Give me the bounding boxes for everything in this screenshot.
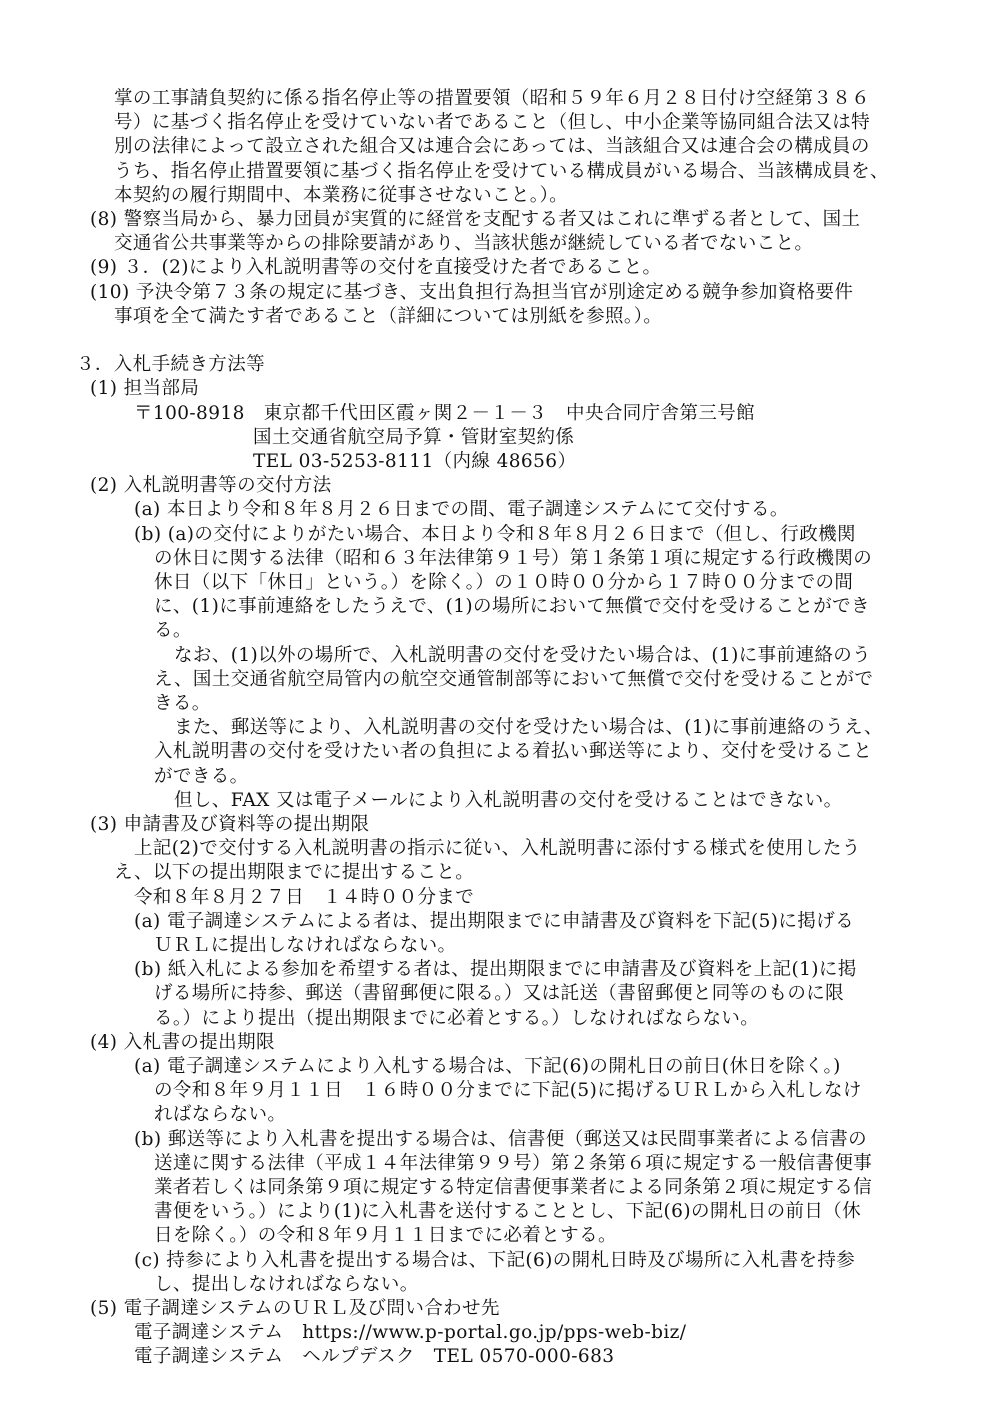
text-line: また、郵送等により、入札説明書の交付を受けたい場合は、(1)に事前連絡のうえ、 (174, 717, 883, 738)
text-line: え、国土交通省航空局管内の航空交通管制部等において無償で交付を受けることがで (154, 669, 874, 690)
portal-url-line: 電子調達システム https://www.p-portal.go.jp/pps-web-biz/ (134, 1322, 687, 1343)
text-line: 本契約の履行期間中、本業務に従事させないこと。）。 (114, 185, 569, 206)
item-b: (b) (a)の交付によりがたい場合、本日より令和８年８月２６日まで（但し、行政機関 (134, 524, 856, 545)
text-line: に、(1)に事前連絡をしたうえで、(1)の場所において無償で交付を受けることができ (154, 596, 870, 617)
subsection-heading-3: (3) 申請書及び資料等の提出期限 (90, 814, 370, 835)
item-b: (b) 紙入札による参加を希望する者は、提出期限までに申請書及び資料を上記(1)に掲 (134, 959, 857, 980)
text-line: なお、(1)以外の場所で、入札説明書の交付を受けたい場合は、(1)に事前連絡のう (174, 645, 872, 666)
text-line: ればならない。 (154, 1104, 287, 1125)
text-line: 入札説明書の交付を受けたい者の負担による着払い郵送等により、交付を受けること (154, 741, 873, 762)
list-item-8: (8) 警察当局から、暴力団員が実質的に経営を支配する者又はこれに準ずる者として、国土 (90, 209, 861, 230)
text-line: うち、指名停止措置要領に基づく指名停止を受けている構成員がいる場合、当該構成員を、 (114, 161, 889, 182)
text-line: え、以下の提出期限までに提出すること。 (114, 862, 475, 883)
text-line: 休日（以下「休日」という。）を除く。）の１０時００分から１７時００分までの間 (154, 572, 854, 593)
item-b: (b) 郵送等により入札書を提出する場合は、信書便（郵送又は民間事業者による信書の (134, 1129, 868, 1150)
office-phone: TEL 03-5253-8111（内線 48656） (253, 451, 577, 472)
subsection-heading-1: (1) 担当部局 (90, 378, 200, 399)
text-line: し、提出しなければならない。 (154, 1274, 419, 1295)
item-a: (a) 電子調達システムによる者は、提出期限までに申請書及び資料を下記(5)に掲げる (134, 911, 855, 932)
subsection-heading-4: (4) 入札書の提出期限 (90, 1032, 275, 1053)
text-line: 事項を全て満たす者であること（詳細については別紙を参照。）。 (114, 306, 663, 327)
list-item-9: (9) ３．(2)により入札説明書等の交付を直接受けた者であること。 (90, 257, 662, 278)
text-line: ＵＲＬに提出しなければならない。 (154, 935, 457, 956)
text-line: 別の法律によって設立された組合又は連合会にあっては、当該組合又は連合会の構成員の (114, 136, 870, 157)
text-line: る。 (154, 620, 192, 641)
text-line: ができる。 (154, 766, 249, 787)
text-line: る。）により提出（提出期限までに必着とする。）しなければならない。 (154, 1008, 760, 1029)
helpdesk-line: 電子調達システム ヘルプデスク TEL 0570-000-683 (134, 1346, 615, 1367)
text-line: 掌の工事請負契約に係る指名停止等の措置要領（昭和５９年６月２８日付け空経第３８６ (114, 88, 871, 109)
text-line: 書便をいう。）により(1)に入札書を送付することとし、下記(6)の開札日の前日（休 (154, 1201, 862, 1222)
item-c: (c) 持参により入札書を提出する場合は、下記(6)の開札日時及び場所に入札書を持参 (134, 1250, 856, 1271)
text-line: 上記(2)で交付する入札説明書の指示に従い、入札説明書に添付する様式を使用したう (134, 838, 861, 859)
item-a: (a) 本日より令和８年８月２６日までの間、電子調達システムにて交付する。 (134, 499, 789, 520)
text-line: げる場所に持参、郵送（書留郵便に限る。）又は託送（書留郵便と同等のものに限 (154, 983, 845, 1004)
section-heading-3: ３．入札手続き方法等 (76, 354, 266, 375)
office-name: 国土交通省航空局予算・管財室契約係 (253, 427, 575, 448)
text-line: 日を除く。）の令和８年９月１１日までに必着とする。 (154, 1225, 617, 1246)
text-line: 号）に基づく指名停止を受けていない者であること（但し、中小企業等協同組合法又は特 (114, 112, 871, 133)
text-line: 送達に関する法律（平成１４年法律第９９号）第２条第６項に規定する一般信書便事 (154, 1153, 873, 1174)
deadline-line: 令和８年８月２７日 １４時００分まで (134, 887, 475, 908)
text-line: の休日に関する法律（昭和６３年法律第９１号）第１条第１項に規定する行政機関の (154, 548, 873, 569)
text-line: 業者若しくは同条第９項に規定する特定信書便事業者による同条第２項に規定する信 (154, 1177, 873, 1198)
text-line: 但し、FAX 又は電子メールにより入札説明書の交付を受けることはできない。 (174, 790, 843, 811)
text-line: きる。 (154, 693, 211, 714)
subsection-heading-2: (2) 入札説明書等の交付方法 (90, 475, 332, 496)
item-a: (a) 電子調達システムにより入札する場合は、下記(6)の開札日の前日(休日を除く。) (134, 1056, 841, 1077)
text-line: 交通省公共事業等からの排除要請があり、当該状態が継続している者でないこと。 (114, 233, 814, 254)
list-item-10: (10) 予決令第７３条の規定に基づき、支出負担行為担当官が別途定める競争参加資格要件 (90, 282, 854, 303)
text-line: の令和８年９月１１日 １６時００分までに下記(5)に掲げるＵＲＬから入札しなけ (154, 1080, 862, 1101)
address-line: 〒100-8918 東京都千代田区霞ヶ関２－１－３ 中央合同庁舎第三号館 (134, 403, 756, 424)
subsection-heading-5: (5) 電子調達システムのＵＲＬ及び問い合わせ先 (90, 1298, 500, 1319)
